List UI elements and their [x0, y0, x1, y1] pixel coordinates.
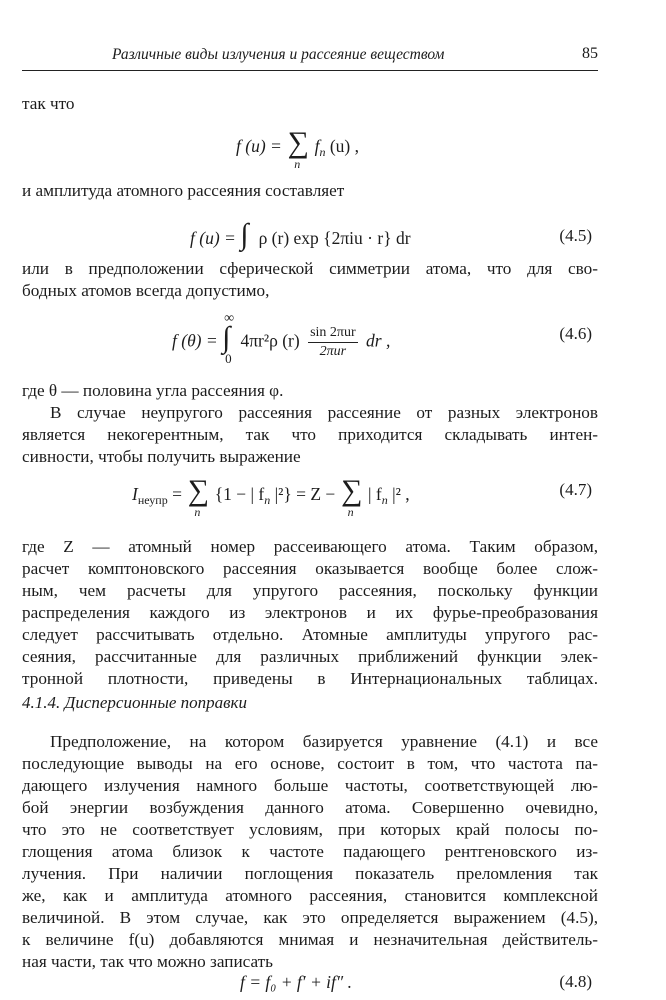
equation-4-8: f = f₀ + f′ + if″ . — [240, 972, 352, 992]
text-line: распределения каждого из электронов и их фурье-преобразования — [22, 603, 598, 622]
eq45-body: ρ (r) exp {2πiu · r} dr — [258, 228, 411, 248]
lower-limit: 0 — [225, 350, 232, 366]
eq46-body: 4πr²ρ (r) — [240, 330, 300, 351]
text-line: же, как и амплитуда атомного рассеяния, становится комплексной — [22, 886, 598, 905]
eq47-sub: n — [381, 493, 388, 507]
text-line: величиной. В этом случае, как это определяется выражением (4.5), — [22, 908, 598, 927]
text-line: последующие выводы на его основе, состоит в том, что частота па- — [22, 754, 598, 773]
text-line: тронной плотности, приведены в Интернациональных таблицах. — [22, 669, 598, 688]
text-line: бодных атомов всегда допустимо, — [22, 281, 270, 300]
equation-number-4-8: (4.8) — [559, 972, 592, 991]
integral-symbol: ∫ — [240, 218, 249, 251]
text-line: является некогерентным, так что приходится складывать интен- — [22, 425, 598, 444]
eq47-sub: n — [264, 493, 271, 507]
sum-index: n — [194, 505, 201, 519]
text-line: где Z — атомный номер рассеивающего атома. Таким образом, — [22, 537, 598, 556]
sum-index: n — [347, 505, 354, 519]
eq46-tail: dr , — [366, 330, 391, 351]
equation-number-4-7: (4.7) — [559, 480, 592, 499]
text-line: или в предположении сферической симметрии атома, что для сво- — [22, 259, 598, 278]
sum-symbol: ∑ n — [187, 474, 210, 519]
eq47-part3: | f — [368, 484, 382, 504]
eq46-lhs: f (θ) = — [172, 330, 223, 351]
fraction-denominator: 2πur — [319, 344, 347, 359]
eq45-lhs: f (u) = — [190, 228, 241, 248]
text-line: лучения. При наличии поглощения показатель преломления так — [22, 864, 598, 883]
eq47-part4: |² , — [387, 484, 410, 504]
text-line: где θ — половина угла рассеяния φ. — [22, 381, 284, 400]
text-line: бой энергии возбуждения данного атома. Совершенно очевидно, — [22, 798, 598, 817]
equation-4-7 — [132, 474, 410, 519]
eq47-lhs: I — [132, 484, 138, 504]
upper-limit: ∞ — [224, 310, 235, 326]
sum-symbol: ∑ n — [340, 474, 363, 519]
text-line: сеяния, рассчитанные для различных приближений функции элек- — [22, 647, 598, 666]
eq47-eq: = — [167, 484, 187, 504]
text-line: глощения атома близок к частоте падающего рентгеновского из- — [22, 842, 598, 861]
page-number: 85 — [582, 45, 598, 62]
text-line: В случае неупругого рассеяния рассеяние от разных электронов — [50, 403, 598, 422]
sum-index: n — [294, 157, 301, 171]
text-line: так что — [22, 94, 75, 113]
equation-sum — [236, 126, 359, 171]
text-line: Предположение, на котором базируется уравнение (4.1) и все — [50, 732, 598, 751]
eq-arg: (u) , — [329, 136, 359, 156]
text-line: к величине f(u) добавляются мнимая и незначительная действитель- — [22, 930, 598, 949]
equation-4-5 — [190, 218, 411, 251]
equation-number-4-5: (4.5) — [559, 226, 592, 245]
fraction-numerator: sin 2πur — [308, 324, 358, 343]
equation-4-6 — [172, 310, 391, 366]
text-line: что это не соответствует условиям, при которых край полосы по- — [22, 820, 598, 839]
text-line: ным, чем расчеты для упругого рассеяния, поскольку функции — [22, 581, 598, 600]
text-line: ная части, так что можно записать — [22, 952, 274, 971]
sum-symbol: ∑ n — [287, 126, 309, 171]
text-line: сивности, чтобы получить выражение — [22, 447, 301, 466]
text-line: следует рассчитывать отдельно. Атомные амплитуды упругого рас- — [22, 625, 598, 644]
section-heading: 4.1.4. Дисперсионные поправки — [22, 693, 247, 712]
running-title: Различные виды излучения и рассеяние веществом — [112, 46, 445, 63]
eq47-part1: {1 − | f — [214, 484, 265, 504]
equation-number-4-6: (4.6) — [559, 324, 592, 343]
text-line: дающего излучения намного больше частоты, соответствующей лю- — [22, 776, 598, 795]
eq-term: f — [314, 136, 320, 156]
text-line: расчет комптоновского рассеяния оказывается вообще более слож- — [22, 559, 598, 578]
integral-symbol: ∞ ∫ 0 — [222, 310, 235, 366]
eq-term-sub: n — [319, 145, 326, 159]
fraction — [308, 324, 358, 361]
eq47-part2: |²} = Z − — [270, 484, 340, 504]
text-line: и амплитуда атомного рассеяния составляет — [22, 181, 345, 200]
eq-lhs: f (u) = — [236, 136, 282, 156]
eq47-lhs-sub: неупр — [137, 493, 168, 507]
page-header — [22, 44, 598, 71]
